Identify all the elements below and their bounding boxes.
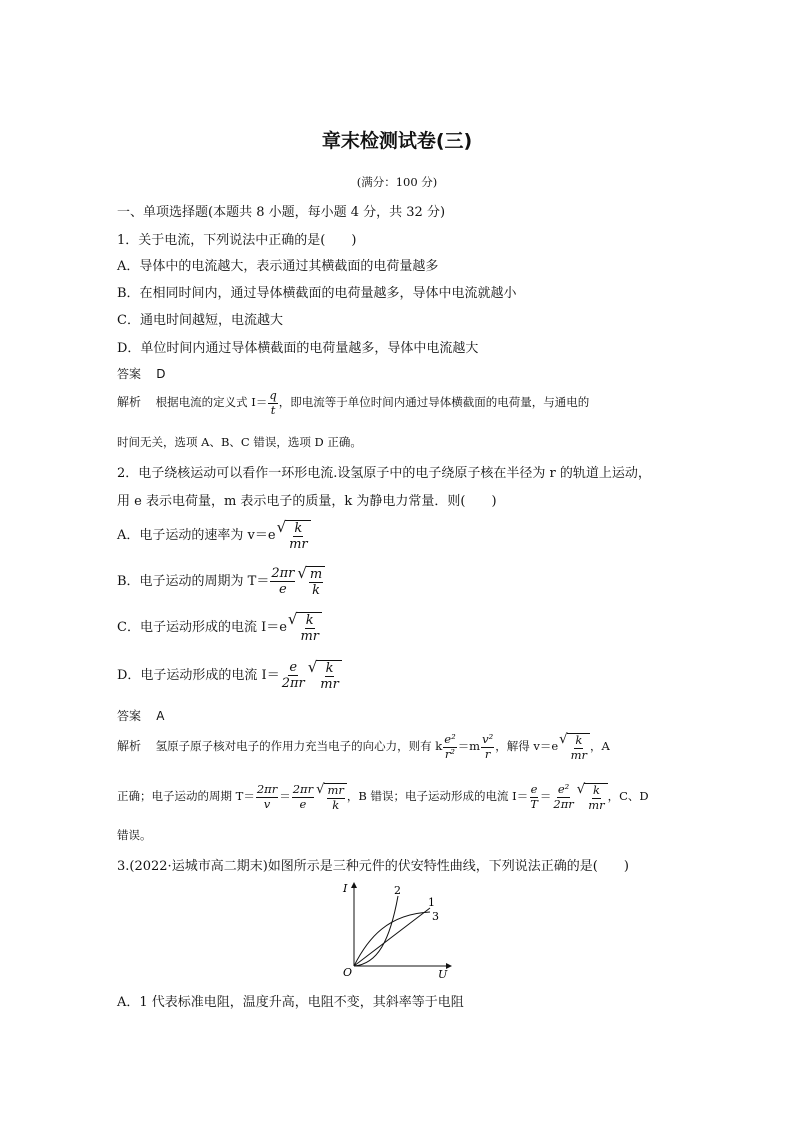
q1-stem: 1．关于电流，下列说法中正确的是( ): [117, 233, 357, 248]
q2-option-c: C．电子运动形成的电流 I＝e √ $\frac{k}{mr}$: [117, 612, 322, 643]
q2-option-d: D．电子运动形成的电流 I＝ $\frac{e}{2\pi r}$ √ $\frac{k}{mr}$: [117, 660, 342, 691]
answer-label: 答案: [117, 367, 142, 381]
q1-option-b: B．在相同时间内，通过导体横截面的电荷量越多，导体中电流就越小: [117, 286, 517, 301]
curve-label-2: 2: [394, 884, 401, 897]
curve-label-1: 1: [428, 896, 435, 909]
curve-2: [354, 896, 398, 966]
q2-option-b: B．电子运动的周期为 T＝ $\frac{2\pi r}{e}$ √ $\frac{m}{k}$: [117, 566, 325, 597]
q1-option-c: C．通电时间越短，电流越大: [117, 313, 283, 328]
iv-graph-svg: [338, 880, 458, 980]
q2-analysis-line2: 正确；电子运动的周期 T＝ $\frac{2\pi r}{v}$ ＝ $\frac{2\pi r}{e}$ √ $\frac{mr}{k}$ ，B 错误；电子运动形成的电流 I＝ $\frac{e}{T}$ ＝ $\frac{\text{e²}}{2\pi r}$ √ $\frac{k}{mr}$ ，C、D: [117, 782, 649, 812]
q1-option-d: D．单位时间内通过导体横截面的电荷量越多，导体中电流越大: [117, 341, 479, 356]
sqrt-k-over-mr: √ $\frac{k}{mr}$: [277, 520, 311, 551]
q1-answer-row: [117, 365, 166, 382]
answer-value: A: [156, 709, 165, 723]
q2-analysis-line3: 错误。: [117, 828, 152, 842]
analysis-label: 解析: [117, 395, 142, 409]
answer-label: 答案: [117, 709, 142, 723]
q1-analysis-line2: 时间无关，选项 A、B、C 错误，选项 D 正确。: [117, 435, 362, 449]
fraction-e-over-2pir: $\frac{e}{2\pi r}$: [281, 660, 305, 691]
sqrt-k-over-mr: √ $\frac{k}{mr}$: [308, 660, 342, 691]
section-heading: 一、单项选择题(本题共 8 小题，每小题 4 分，共 32 分): [117, 205, 446, 220]
origin-label: O: [343, 966, 353, 979]
analysis-text: ，即电流等于单位时间内通过导体横截面的电荷量，与通电的: [278, 395, 590, 409]
sqrt-k-over-mr: √ $\frac{k}{mr}$: [288, 612, 322, 643]
q2-option-a: A．电子运动的速率为 v＝e √ $\frac{k}{mr}$: [117, 520, 311, 551]
sqrt-m-over-k: √ $\frac{m}{k}$: [297, 566, 325, 597]
q3-option-a: A．1 代表标准电阻，温度升高，电阻不变，其斜率等于电阻: [117, 995, 464, 1010]
q2-answer-row: [117, 707, 165, 724]
analysis-label: 解析: [117, 739, 142, 753]
answer-value: D: [156, 367, 166, 381]
q3-stem: 3.(2022·运城市高二期末)如图所示是三种元件的伏安特性曲线，下列说法正确的是( ): [117, 859, 629, 874]
q1-analysis-line1: [117, 390, 589, 416]
page-title: 章末检测试卷(三): [321, 130, 473, 152]
curve-label-3: 3: [432, 910, 439, 923]
q1-option-a: A．导体中的电流越大，表示通过其横截面的电荷量越多: [117, 259, 439, 274]
q2-stem-line1: 2．电子绕核运动可以看作一环形电流.设氢原子中的电子绕原子核在半径为 r 的轨道上运动，: [117, 466, 651, 481]
iv-characteristic-graph: [338, 880, 458, 984]
fraction-2pir-over-e: $\frac{2\pi r}{e}$: [271, 566, 295, 597]
q2-stem-line2: 用 e 表示电荷量，m 表示电子的质量，k 为静电力常量．则( ): [117, 494, 497, 509]
fraction-q-over-t: $\frac{q}{t}$: [269, 388, 277, 417]
x-axis-label: U: [438, 968, 448, 980]
score-note: (满分：100 分): [356, 175, 438, 189]
analysis-text: 根据电流的定义式 I＝: [155, 395, 268, 409]
q2-analysis-line1: 解析 氢原子原子核对电子的作用力充当电子的向心力，则有 k $\frac{\text{e²}}{\text{r²}}$ ＝m $\frac{\text{v²}}{r}$ ，解得 v＝e √ $\frac{k}{mr}$ ，A: [117, 732, 610, 762]
y-axis-arrow: [351, 882, 357, 888]
y-axis-label: I: [343, 882, 348, 895]
curve-1: [354, 908, 430, 966]
